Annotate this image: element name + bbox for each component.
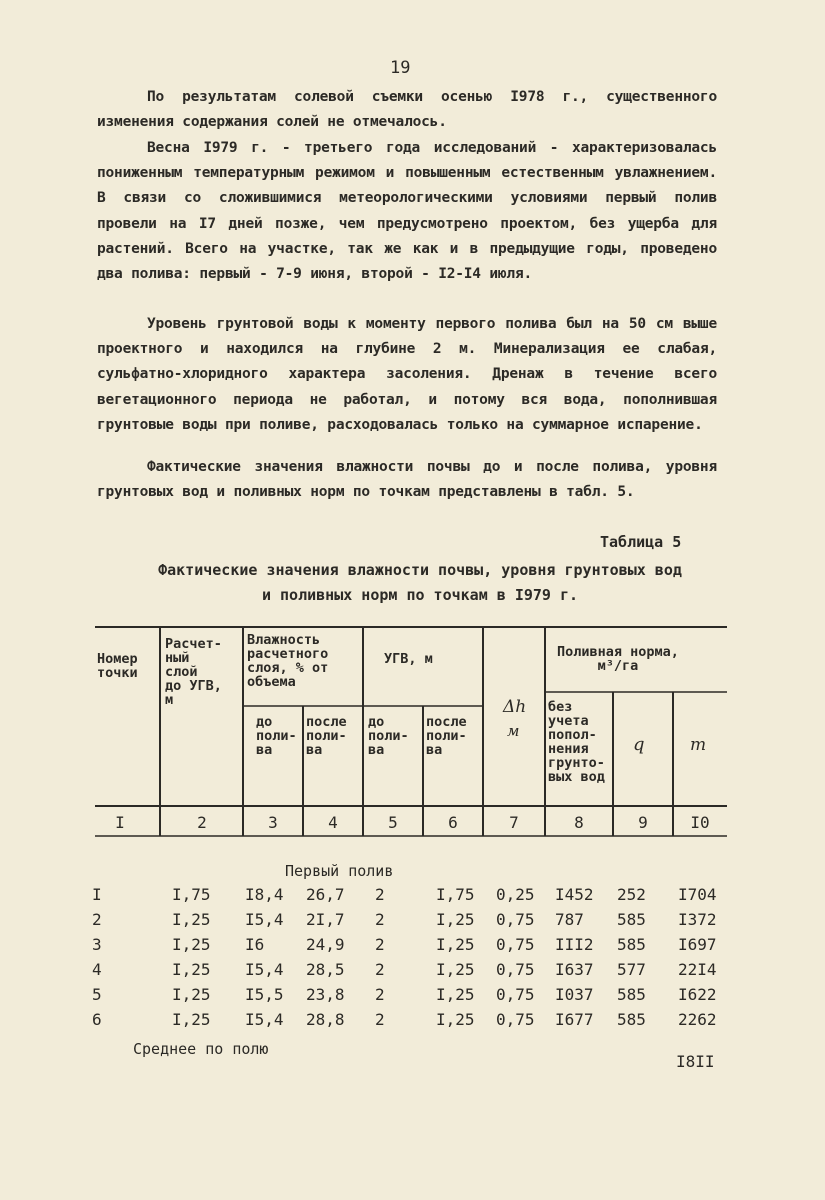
header-calc-layer: Расчет- ный слой до УГВ, м (165, 636, 222, 708)
table-cell: 2I,7 (306, 910, 345, 929)
table-cell: I,25 (436, 935, 475, 954)
table-cell: 585 (617, 1010, 646, 1029)
table-cell: I8,4 (245, 885, 284, 904)
column-number: 6 (448, 813, 458, 832)
table-cell: I697 (678, 935, 717, 954)
table-cell: 4 (92, 960, 102, 979)
table-cell: 3 (92, 935, 102, 954)
header-ugv-after: после поли- ва (426, 714, 467, 758)
table-cell: I (92, 885, 102, 904)
paragraph-3: Уровень грунтовой воды к моменту первого полива был на 50 см выше проектного и находился на глубине 2 м. Минерализация ее слабая, сульфатно-хлоридного характера засоления. Дренаж в течение всего вегетационного периода не работал, и потому вся вода, пополнившая грунтовые воды при поливе, расходовалась только на суммарное испарение. (97, 316, 717, 433)
header-moisture-after: после поли- ва (306, 714, 347, 758)
table-cell: 2 (375, 885, 385, 904)
table-cell: I,25 (436, 960, 475, 979)
column-number: 8 (574, 813, 584, 832)
header-m: m (690, 735, 707, 755)
table-cell: I5,4 (245, 960, 284, 979)
table-cell: I,75 (172, 885, 211, 904)
column-number: I0 (690, 813, 710, 832)
section-label: Первый полив (285, 862, 394, 880)
average-label: Среднее по полю (133, 1040, 269, 1058)
table-cell: 2262 (678, 1010, 717, 1029)
table-cell: 787 (555, 910, 584, 929)
table-cell: 0,75 (496, 935, 535, 954)
table-cell: I,25 (436, 1010, 475, 1029)
table-cell: I,25 (172, 1010, 211, 1029)
header-ugv-before: до поли- ва (368, 714, 409, 758)
table-cell: I,25 (172, 910, 211, 929)
table-cell: 2 (375, 1010, 385, 1029)
table-cell: 252 (617, 885, 646, 904)
table-cell: III2 (555, 935, 594, 954)
page-number: 19 (390, 58, 411, 78)
table-label: Таблица 5 (600, 533, 682, 551)
table-cell: 26,7 (306, 885, 345, 904)
header-dh-unit: м (507, 722, 520, 740)
header-q: q (633, 734, 645, 755)
table-cell: 0,75 (496, 960, 535, 979)
table-cell: I372 (678, 910, 717, 929)
table-cell: I5,4 (245, 1010, 284, 1029)
table-cell: 2 (92, 910, 102, 929)
table-cell: I677 (555, 1010, 594, 1029)
column-number: 5 (388, 813, 398, 832)
table-cell: 2 (375, 910, 385, 929)
table-cell: 585 (617, 985, 646, 1004)
table-cell: 28,5 (306, 960, 345, 979)
table-cell: I,25 (436, 985, 475, 1004)
table-cell: I,25 (172, 960, 211, 979)
table-cell: I,25 (172, 985, 211, 1004)
header-moisture: Влажность расчетного слоя, % от объема (247, 632, 329, 690)
table-cell: 22I4 (678, 960, 717, 979)
table-cell: I5,4 (245, 910, 284, 929)
table-cell: 6 (92, 1010, 102, 1029)
header-point-number: Номер точки (97, 651, 138, 681)
paragraph-4: Фактические значения влажности почвы до и после полива, уровня грунтовых вод и поливных норм по точкам представлены в табл. 5. (97, 459, 717, 501)
table-cell: I622 (678, 985, 717, 1004)
header-ugv: УГВ, м (384, 651, 433, 667)
table-cell: 577 (617, 960, 646, 979)
table-cell: 0,75 (496, 910, 535, 929)
table-cell: 0,25 (496, 885, 535, 904)
column-number: 3 (268, 813, 278, 832)
table-cell: 585 (617, 910, 646, 929)
table-cell: 23,8 (306, 985, 345, 1004)
header-dh: Δh (503, 697, 527, 717)
table-cell: 28,8 (306, 1010, 345, 1029)
header-without-gw: без учета попол- нения грунто- вых вод (548, 699, 605, 785)
average-value: I8II (676, 1052, 715, 1071)
table-cell: I637 (555, 960, 594, 979)
column-number: I (115, 813, 125, 832)
column-number: 4 (328, 813, 338, 832)
table-cell: I037 (555, 985, 594, 1004)
table-cell: 2 (375, 960, 385, 979)
table-cell: I,75 (436, 885, 475, 904)
table-cell: I704 (678, 885, 717, 904)
table-cell: 585 (617, 935, 646, 954)
table-cell: 2 (375, 985, 385, 1004)
table-cell: 5 (92, 985, 102, 1004)
column-number: 7 (509, 813, 519, 832)
table-cell: 24,9 (306, 935, 345, 954)
header-moisture-before: до пoли- ва (256, 714, 297, 758)
column-number: 2 (197, 813, 207, 832)
table-cell: 2 (375, 935, 385, 954)
column-number: 9 (638, 813, 648, 832)
table-title: Фактические значения влажности почвы, уровня грунтовых вод и поливных норм по точкам в I979 г. (158, 561, 682, 604)
table-cell: I6 (245, 935, 265, 954)
paragraph-1: По результатам солевой съемки осенью I978 г., существенного изменения содержания солей не отмечалось. (97, 89, 717, 131)
table-cell: I452 (555, 885, 594, 904)
paragraph-2: Весна I979 г. - третьего года исследований - характеризовалась пониженным температурным режимом и повышенным естественным увлажнением. В связи со сложившимися метеорологическими условиями первый полив провели на I7 дней позже, чем предусмотрено проектом, без ущерба для растений. Всего на участке, так же как и в предыдущие годы, проведено два полива: первый - 7-9 июня, второй - I2-I4 июля. (97, 140, 717, 283)
table-cell: 0,75 (496, 985, 535, 1004)
table-cell: 0,75 (496, 1010, 535, 1029)
table-cell: I,25 (436, 910, 475, 929)
header-irrigation-norm: Поливная норма, м³/га (557, 644, 679, 674)
table-cell: I,25 (172, 935, 211, 954)
table-cell: I5,5 (245, 985, 284, 1004)
